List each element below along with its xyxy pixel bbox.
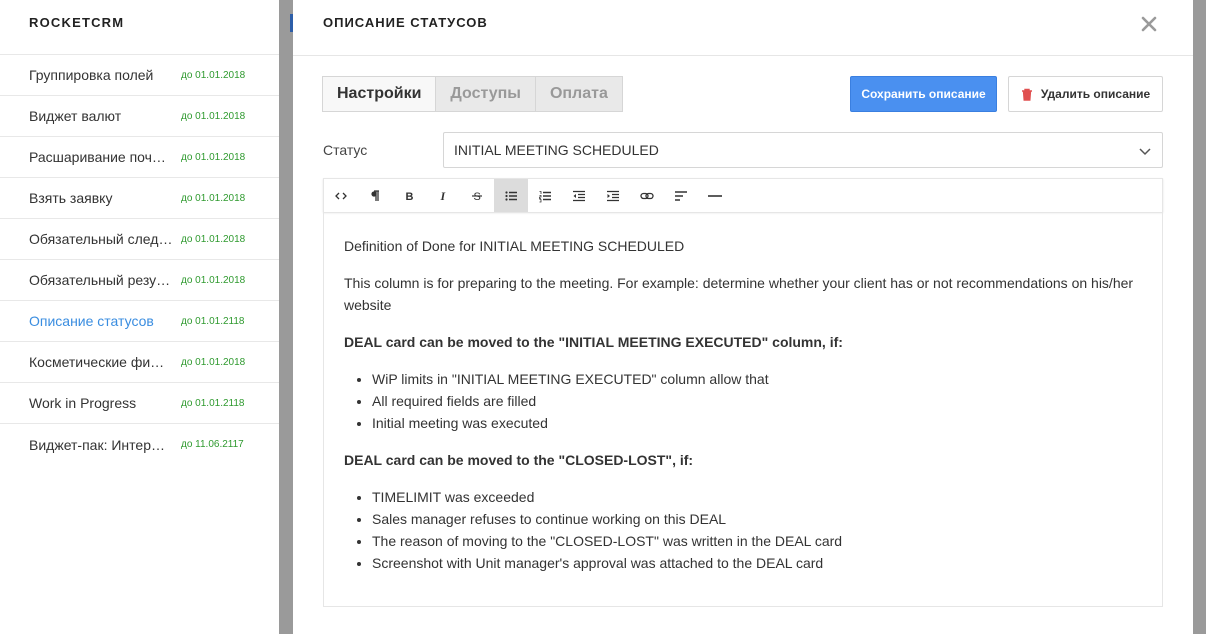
delete-description-button[interactable] — [1008, 76, 1163, 112]
bold-icon[interactable] — [392, 179, 426, 212]
list-item: • Sales manager refuses to continue working on this DEAL — [372, 508, 1142, 530]
list-item: • WiP limits in "INITIAL MEETING EXECUTED" column allow that — [372, 368, 1142, 390]
bulleted-list-icon[interactable] — [494, 179, 528, 212]
list-item: • Initial meeting was executed — [372, 412, 1142, 434]
widget-name: Обязательный резу… — [29, 272, 171, 288]
numbered-list-icon[interactable] — [528, 179, 562, 212]
widget-item[interactable] — [0, 342, 279, 383]
editor-section-title: DEAL card can be moved to the "INITIAL MEETING EXECUTED" column, if: — [344, 334, 843, 350]
widget-expiry-date: до 01.01.2018 — [181, 274, 246, 286]
editor-toolbar — [323, 178, 1163, 212]
widget-sidebar — [0, 0, 279, 634]
widget-item[interactable] — [0, 383, 279, 424]
trash-icon — [1021, 88, 1033, 101]
widget-item[interactable] — [0, 178, 279, 219]
delete-description-label: Удалить описание — [1040, 87, 1151, 101]
widget-expiry-date: до 01.01.2118 — [181, 315, 245, 327]
widget-name: Обязательный след… — [29, 231, 173, 247]
modal-header — [293, 0, 1193, 56]
widget-expiry-date: до 01.01.2018 — [181, 151, 246, 163]
widget-name: Work in Progress — [29, 395, 137, 411]
widget-item[interactable] — [0, 260, 279, 301]
widget-item[interactable] — [0, 96, 279, 137]
widget-name: Расшаривание поч… — [29, 149, 166, 165]
widget-item[interactable] — [0, 424, 279, 465]
list-item: • The reason of moving to the "CLOSED-LOST" was written in the DEAL card — [372, 530, 1142, 552]
widget-name: Описание статусов — [29, 313, 154, 329]
widget-name: Виджет-пак: Интер… — [29, 436, 165, 453]
settings-tabs — [323, 76, 623, 112]
tab-settings[interactable]: Настройки — [322, 76, 436, 112]
align-left-icon[interactable] — [664, 179, 698, 212]
chevron-down-icon — [1138, 144, 1152, 158]
editor-list — [372, 368, 1142, 434]
widget-expiry-date: до 01.01.2018 — [181, 233, 246, 245]
widget-list — [0, 55, 279, 465]
widget-expiry-date: до 01.01.2018 — [181, 69, 246, 81]
widget-item[interactable] — [0, 137, 279, 178]
svg-text:I: I — [440, 188, 446, 203]
close-icon[interactable] — [1137, 12, 1161, 36]
widget-item-active[interactable] — [0, 301, 279, 342]
status-description-modal — [293, 0, 1193, 634]
save-description-button[interactable]: Сохранить описание — [850, 76, 997, 112]
status-selected-value: INITIAL MEETING SCHEDULED — [454, 142, 659, 158]
widget-item[interactable] — [0, 219, 279, 260]
widget-expiry-date: до 01.01.2018 — [181, 110, 246, 122]
svg-text:S: S — [473, 190, 481, 203]
widget-item[interactable] — [0, 55, 279, 96]
outdent-icon[interactable] — [562, 179, 596, 212]
brand-logo: ROCKETCRM — [0, 0, 279, 55]
background-page-strip-right — [1192, 0, 1206, 634]
tab-payment[interactable]: Оплата — [535, 76, 623, 112]
editor-section-title: DEAL card can be moved to the "CLOSED-LOST", if: — [344, 452, 694, 468]
status-label: Статус — [323, 142, 368, 158]
list-item: • All required fields are filled — [372, 390, 1142, 412]
editor-intro: This column is for preparing to the meeting. For example: determine whether your client has or not recommendations on his/her website — [344, 275, 1134, 313]
widget-name: Виджет валют — [29, 108, 122, 124]
svg-text:B: B — [405, 190, 414, 203]
widget-expiry-date: до 01.01.2018 — [181, 192, 246, 204]
link-icon[interactable] — [630, 179, 664, 212]
editor-heading: Definition of Done for INITIAL MEETING SCHEDULED — [344, 238, 685, 254]
code-icon[interactable] — [324, 179, 358, 212]
status-select[interactable] — [443, 132, 1163, 168]
horizontal-rule-icon[interactable] — [698, 179, 732, 212]
widget-expiry-date: до 11.06.2117 — [181, 439, 244, 450]
description-editor[interactable] — [323, 212, 1163, 607]
indent-icon[interactable] — [596, 179, 630, 212]
widget-name: Группировка полей — [29, 67, 154, 83]
widget-expiry-date: до 01.01.2018 — [181, 356, 246, 368]
paragraph-icon[interactable] — [358, 179, 392, 212]
background-page-strip — [279, 0, 293, 634]
list-item: • Screenshot with Unit manager's approval was attached to the DEAL card — [372, 552, 1142, 574]
tab-access[interactable]: Доступы — [435, 76, 536, 112]
widget-name: Взять заявку — [29, 190, 113, 206]
list-item: • TIMELIMIT was exceeded — [372, 486, 1142, 508]
editor-list — [372, 486, 1142, 574]
strikethrough-icon[interactable] — [460, 179, 494, 212]
widget-expiry-date: до 01.01.2118 — [181, 397, 245, 409]
widget-name: Косметические фи… — [29, 354, 165, 370]
modal-title: ОПИСАНИЕ СТАТУСОВ — [323, 15, 488, 30]
italic-icon[interactable] — [426, 179, 460, 212]
